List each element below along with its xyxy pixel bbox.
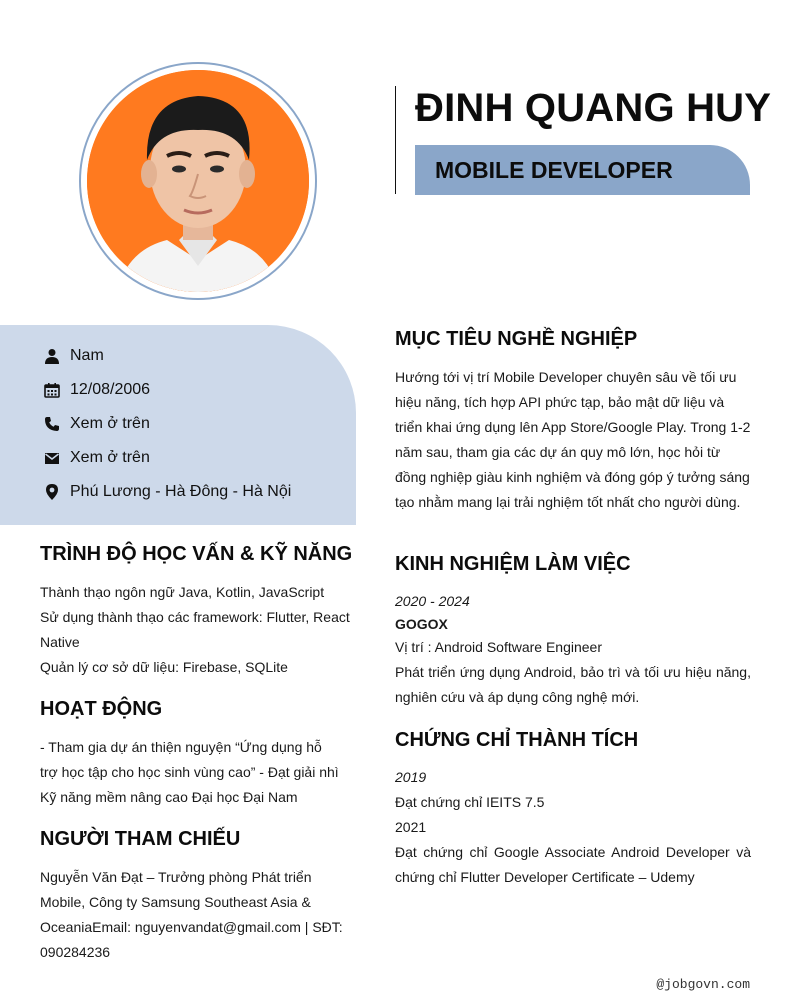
contact-address xyxy=(42,480,291,504)
footer-watermark: @jobgovn.com xyxy=(656,977,750,992)
certificate-year: 2021 xyxy=(395,819,427,835)
activities-text: - Tham gia dự án thiện nguyện “Ứng dụng hỗ trợ học tập cho học sinh vùng cao” - Đạt giải nhì Kỹ năng mềm nâng cao Đại học Đại Nam xyxy=(40,739,339,805)
skill-item: Quản lý cơ sở dữ liệu: Firebase, SQLite xyxy=(40,659,288,675)
person-icon xyxy=(42,346,62,366)
contact-gender-text: Nam xyxy=(70,347,104,364)
certificate-item: Đạt chứng chỉ Google Associate Android Developer và chứng chỉ Flutter Developer Certificate – Udemy xyxy=(395,844,751,885)
experience-company: GOGOX xyxy=(395,616,448,632)
skills-list xyxy=(40,580,365,680)
objective-title: MỤC TIÊU NGHỀ NGHIỆP xyxy=(395,328,638,350)
contact-birthday xyxy=(42,378,150,402)
contact-phone xyxy=(42,412,150,436)
avatar-portrait xyxy=(87,70,309,292)
contact-address-text: Phú Lương - Hà Đông - Hà Nội xyxy=(70,483,292,500)
contact-phone-text: Xem ở trên xyxy=(70,415,150,432)
certificate-item: Đạt chứng chỉ IEITS 7.5 xyxy=(395,794,545,810)
references-text: Nguyễn Văn Đạt – Trưởng phòng Phát triển Mobile, Công ty Samsung Southeast Asia & OceaniaEmail: nguyenvandat@gmail.com | SĐT: 090284236 xyxy=(40,869,343,960)
contact-email xyxy=(42,446,150,470)
mail-icon xyxy=(42,448,62,468)
objective-text: Hướng tới vị trí Mobile Developer chuyên sâu về tối ưu hiệu năng, tích hợp API phức tạp, bảo mật dữ liệu và triển khai ứng dụng lên App Store/Google Play. Trong 1-2 năm sau, tham gia các dự án quy mô lớn, học hỏi từ đồng nghiệp giàu kinh nghiệm và đóng góp ý tưởng sáng tạo nhằm mang lại trải nghiệm tốt nhất cho người dùng. xyxy=(395,369,751,510)
experience-title: KINH NGHIỆM LÀM VIỆC xyxy=(395,553,631,575)
experience-block xyxy=(395,589,751,710)
experience-description: Phát triển ứng dụng Android, bảo trì và tối ưu hiệu năng, nghiên cứu và áp dụng công nghệ mới. xyxy=(395,664,751,705)
experience-position: Vị trí : Android Software Engineer xyxy=(395,639,602,655)
references-title: NGƯỜI THAM CHIẾU xyxy=(40,828,241,850)
activities-title: HOẠT ĐỘNG xyxy=(40,698,163,720)
header-divider xyxy=(395,86,396,194)
skills-title: TRÌNH ĐỘ HỌC VẤN & KỸ NĂNG xyxy=(40,543,353,565)
avatar xyxy=(87,70,309,292)
contact-birthday-text: 12/08/2006 xyxy=(70,381,151,398)
role-badge xyxy=(415,145,750,195)
experience-period: 2020 - 2024 xyxy=(395,593,470,609)
skill-item: Sử dụng thành thạo các framework: Flutter, React Native xyxy=(40,609,350,650)
certificate-year: 2019 xyxy=(395,769,427,785)
calendar-icon xyxy=(42,380,62,400)
certificates-title: CHỨNG CHỈ THÀNH TÍCH xyxy=(395,729,639,751)
full-name: ĐINH QUANG HUY xyxy=(415,86,772,130)
location-pin-icon xyxy=(42,482,62,502)
skill-item: Thành thạo ngôn ngữ Java, Kotlin, JavaScript xyxy=(40,584,325,600)
phone-icon xyxy=(42,414,62,434)
contact-gender xyxy=(42,344,104,368)
certificates-block xyxy=(395,765,751,890)
contact-email-text: Xem ở trên xyxy=(70,449,150,466)
role-title: MOBILE DEVELOPER xyxy=(435,157,673,183)
